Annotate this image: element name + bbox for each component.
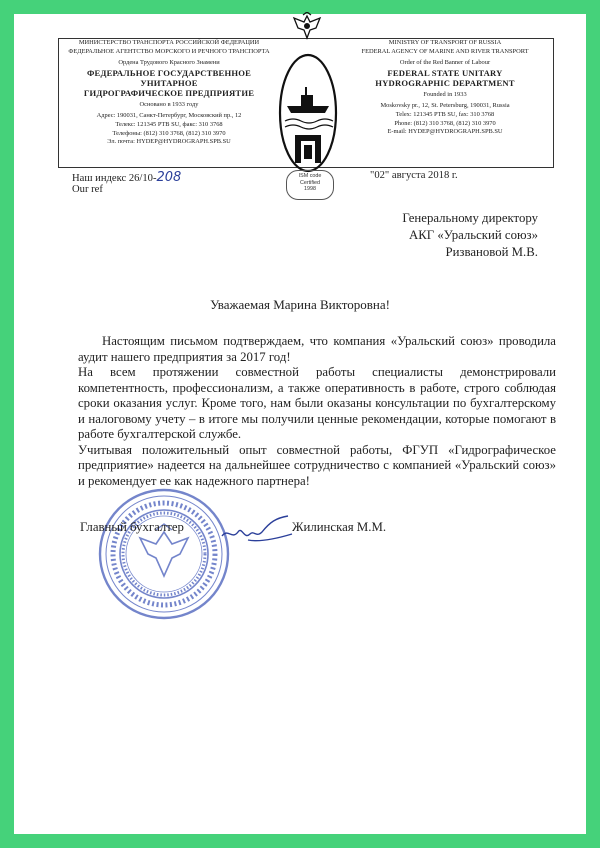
founded-en: Founded in 1933 [423,90,467,98]
ministry-ru: МИНИСТЕРСТВО ТРАНСПОРТА РОССИЙСКОЙ ФЕДЕРАЦИИ [78,39,260,46]
iso-certified-badge [286,170,334,200]
letter-date: "02" августа 2018 г. [370,170,458,181]
iso-line-1: ISM code [298,173,322,179]
eagle-emblem-icon [290,12,324,42]
our-ref-label-en: Our ref [72,184,103,195]
address-ru: Адрес: 190031, Санкт-Петербург, Московский пр., 12 [96,112,242,120]
telex-en: Telex: 121345 PTB SU, fax: 310 3768 [395,110,495,118]
founded-ru: Основано в 1933 году [139,100,199,108]
ministry-en: MINISTRY OF TRANSPORT OF RUSSIA [388,39,502,46]
body-paragraph-1: Настоящим письмом подтверждаем, что компания «Уральский союз» проводила аудит нашего предприятия за 2017 год! [78,334,556,364]
round-seal-stamp [94,484,234,624]
addressee [402,210,538,261]
signatory-position: Главный бухгалтер [80,520,184,534]
letterhead-russian [63,39,275,147]
addressee-name: Ризвановой М.В. [445,245,538,259]
phones-ru: Телефоны: (812) 310 3768, (812) 310 3970 [112,129,226,137]
order-en: Order of the Red Banner of Labour [399,59,491,67]
letterhead [58,38,554,168]
email-en: E-mail: HYDEP@HYDROGRAPH.SPB.SU [387,128,503,136]
order-ru: Ордена Трудового Красного Знамени [118,59,220,67]
enterprise-type-en: FEDERAL STATE UNITARY [387,67,503,78]
phones-en: Phone: (812) 310 3768, (812) 310 3970 [394,119,496,127]
salutation: Уважаемая Марина Викторовна! [210,297,390,312]
iso-line-2: Certified [299,179,321,186]
addressee-position: Генеральному директору [402,211,538,225]
body-paragraph-3: Учитывая положительный опыт совместной работы, ФГУП «Гидрографическое предприятие» надеется на дальнейшее сотрудничество с компанией «Уральский союз» и рекомендует ее как надежного партнера! [78,442,556,488]
our-ref-label: Наш индекс 26/10- [72,173,157,184]
hydrographic-logo [277,51,339,179]
our-ref [72,170,181,185]
signatory-name: Жилинская М.М. [292,520,387,534]
email-ru: Эл. почта: HYDEP@HYDROGRAPH.SPB.SU [107,138,231,146]
letterhead-english [339,39,551,137]
letter-body [78,334,556,489]
telex-ru: Телекс: 121345 PTB SU, факс: 310 3768 [115,120,223,128]
agency-ru: ФЕДЕРАЛЬНОЕ АГЕНТСТВО МОРСКОГО И РЕЧНОГО ТРАНСПОРТА [68,47,270,55]
letter-sheet [14,14,586,834]
iso-line-3: 1998 [304,186,316,193]
address-en: Moskovsky pr., 12, St. Petersburg, 190031, Russia [380,102,510,110]
our-ref-number: 208 [156,170,182,185]
handwritten-signature [218,510,296,550]
enterprise-name-ru: ГИДРОГРАФИЧЕСКОЕ ПРЕДПРИЯТИЕ [83,87,255,98]
body-paragraph-2: На всем протяжении совместной работы специалисты демонстрировали компетентность, профессионализм, а также оперативность в работе, строго соблюдая сроки оказания услуг. Кроме того, нам были оказаны консультации по бухгалтерскому и налоговому учету – в итоге мы получили ценные рекомендации, которые помогают в работе бухгалтерской службе. [78,365,556,441]
agency-en: FEDERAL AGENCY OF MARINE AND RIVER TRANSPORT [361,47,529,55]
enterprise-type-ru: ФЕДЕРАЛЬНОЕ ГОСУДАРСТВЕННОЕ УНИТАРНОЕ [86,67,252,88]
enterprise-name-en: HYDROGRAPHIC DEPARTMENT [375,77,515,88]
addressee-company: АКГ «Уральский союз» [408,228,538,242]
